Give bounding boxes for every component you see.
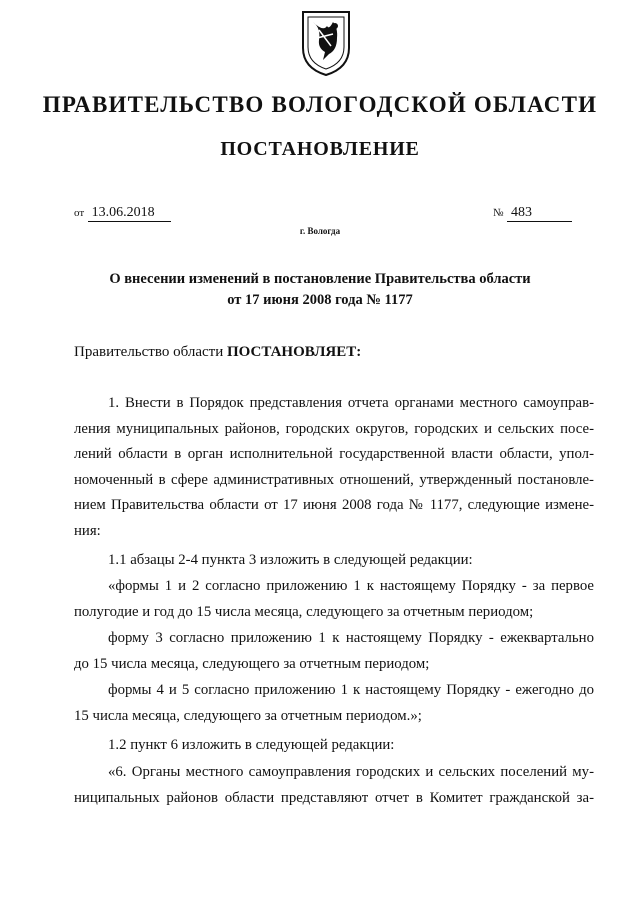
paragraph-1-1: 1.1 абзацы 2-4 пункта 3 изложить в следующей редакции:: [108, 552, 473, 568]
text-line: 15 числа месяца, следующего за отчетным периодом.»;: [74, 707, 422, 724]
preamble-text: Правительство области: [74, 344, 227, 360]
text-line: лений области в орган исполнительной государственной власти области, упол-: [74, 446, 594, 462]
number-field: [493, 205, 572, 222]
text-line: формы 4 и 5 согласно приложению 1 к настоящему Порядку - ежегодно до: [108, 682, 594, 698]
city: г. Вологда: [299, 226, 341, 236]
paragraph-1-2: 1.2 пункт 6 изложить в следующей редакции:: [108, 737, 395, 753]
subject-line: О внесении изменений в постановление Правительства области: [109, 271, 531, 287]
coat-of-arms-emblem: [299, 8, 353, 78]
document-subject: [0, 269, 640, 311]
quote-2: [74, 626, 594, 677]
text-line: ления муниципальных районов, городских округов, городских и сельских посе-: [74, 420, 594, 437]
preamble-bold: ПОСТАНОВЛЯЕТ:: [226, 344, 362, 360]
date-field: [74, 205, 171, 222]
quote-3: [74, 678, 594, 729]
text-line: полугодие и год до 15 числа месяца, следующего за отчетным периодом;: [74, 603, 534, 620]
text-line: 1. Внести в Порядок представления отчета органами местного самоуправ-: [108, 395, 594, 411]
text-line: нием Правительства области от 17 июня 2008 года № 1177, следующие измене-: [74, 497, 594, 513]
number-value: 483: [507, 205, 572, 222]
date-value: 13.06.2018: [88, 205, 171, 222]
text-line: «6. Органы местного самоуправления городских и сельских поселений му-: [108, 764, 594, 780]
paragraph-1: [74, 391, 594, 544]
text-line: ниципальных районов области представляют отчет в Комитет гражданской за-: [74, 789, 594, 806]
preamble: [74, 340, 594, 366]
date-prefix: от: [74, 207, 85, 219]
subject-line: от 17 июня 2008 года № 1177: [227, 292, 413, 308]
quote-4: [74, 760, 594, 811]
government-title: ПРАВИТЕЛЬСТВО ВОЛОГОДСКОЙ ОБЛАСТИ: [42, 92, 598, 117]
document-type: ПОСТАНОВЛЕНИЕ: [220, 138, 420, 160]
number-prefix: №: [493, 207, 504, 219]
text-line: ния:: [74, 522, 101, 539]
text-line: форму 3 согласно приложению 1 к настоящему Порядку - ежеквартально: [108, 630, 594, 646]
text-line: номоченный в сфере административных отношений, утвержденный постановле-: [74, 471, 594, 488]
text-line: «формы 1 и 2 согласно приложению 1 к настоящему Порядку - за первое: [108, 578, 594, 594]
text-line: до 15 числа месяца, следующего за отчетным периодом;: [74, 655, 430, 672]
quote-1: [74, 574, 594, 625]
